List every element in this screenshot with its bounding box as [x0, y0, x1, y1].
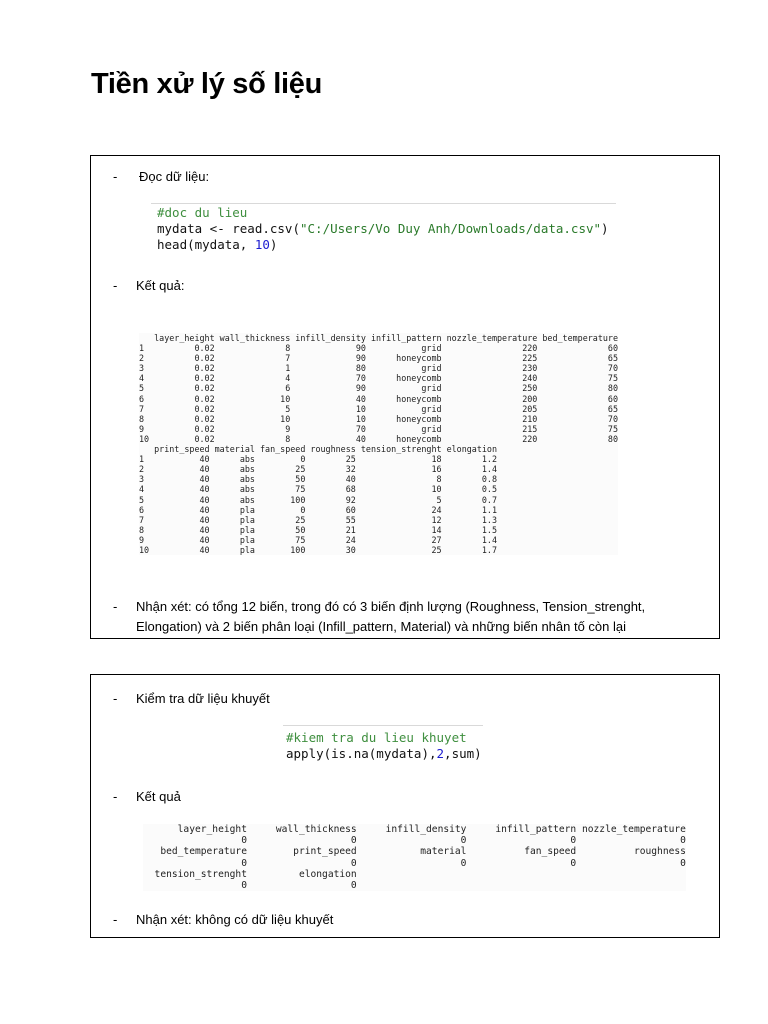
bullet-dash: - [113, 599, 118, 614]
missing-data-section [90, 674, 720, 938]
table-row: 3 40 abs 50 40 8 0.8 [139, 474, 497, 485]
output-line: tension_strenght elongation [143, 868, 357, 880]
table-row: 10 0.02 8 40 honeycomb 220 80 [139, 433, 619, 444]
code-comment: #doc du lieu [157, 205, 248, 220]
table-row: 9 40 pla 75 24 27 1.4 [139, 534, 497, 545]
code-text: apply(is.na(mydata), [286, 746, 437, 761]
check-missing-label: Kiểm tra dữ liệu khuyết [136, 691, 270, 706]
output-line: 0 0 [143, 880, 357, 892]
table-row: 5 0.02 6 90 grid 250 80 [139, 383, 619, 394]
missing-count-output [143, 824, 686, 891]
read-code-block [157, 205, 609, 253]
code-comment: #kiem tra du lieu khuyet [286, 730, 467, 745]
output-line: 0 0 0 0 0 [143, 857, 686, 869]
table-row: 4 0.02 4 70 honeycomb 240 75 [139, 373, 619, 384]
bullet-dash: - [113, 278, 118, 293]
table-row: 9 0.02 9 70 grid 215 75 [139, 423, 619, 434]
head-output-table [139, 333, 618, 555]
code-text: ,sum) [444, 746, 482, 761]
result-label: Kết quả: [136, 278, 185, 293]
table-row: 6 40 pla 0 60 24 1.1 [139, 504, 497, 515]
code-string: "C:/Users/Vo Duy Anh/Downloads/data.csv" [300, 221, 602, 236]
code-text: head(mydata, [157, 237, 255, 252]
table-row: 2 40 abs 25 32 16 1.4 [139, 464, 497, 475]
table-header: layer_height wall_thickness infill_density infill_pattern nozzle_temperature bed_temperature [139, 333, 619, 343]
code-divider [151, 203, 616, 204]
table-row: 4 40 abs 75 68 10 0.5 [139, 484, 497, 495]
code-text: ) [269, 237, 278, 252]
read-data-label: Đọc dữ liệu: [139, 169, 210, 184]
table-header: print_speed material fan_speed roughness tension_strenght elongation [139, 444, 497, 455]
note-text: Nhận xét: không có dữ liệu khuyết [136, 912, 334, 927]
output-line: bed_temperature print_speed material fan_speed roughness [143, 846, 686, 858]
table-row: 1 0.02 8 90 grid 220 60 [139, 343, 619, 354]
result-label: Kết quả [136, 789, 181, 804]
code-text: mydata <- read.csv( [157, 221, 300, 236]
table-row: 10 40 pla 100 30 25 1.7 [139, 544, 497, 555]
bullet-dash: - [113, 912, 118, 927]
page-title: Tiền xử lý số liệu [91, 68, 323, 100]
table-row: 8 0.02 10 10 honeycomb 210 70 [139, 413, 619, 424]
table-row: 8 40 pla 50 21 14 1.5 [139, 524, 497, 535]
output-line: layer_height wall_thickness infill_density infill_pattern nozzle_temperature [143, 824, 686, 835]
bullet-dash: - [113, 789, 118, 804]
table-row: 1 40 abs 0 25 18 1.2 [139, 454, 497, 465]
code-text: ) [601, 221, 609, 236]
table-row: 5 40 abs 100 92 5 0.7 [139, 494, 497, 505]
code-number: 10 [254, 237, 270, 252]
code-divider [283, 725, 483, 726]
table-row: 6 0.02 10 40 honeycomb 200 60 [139, 393, 619, 404]
table-row: 7 40 pla 25 55 12 1.3 [139, 514, 497, 525]
table-row: 2 0.02 7 90 honeycomb 225 65 [139, 353, 619, 364]
table-row: 3 0.02 1 80 grid 230 70 [139, 363, 619, 374]
note-text: Nhận xét: có tổng 12 biến, trong đó có 3 biến định lượng (Roughness, Tension_strenght, Elongation) và 2 biến phân loại (Infill_pattern, Material) và những biến nhân tố còn lại [136, 599, 646, 634]
table-row: 7 0.02 5 10 grid 205 65 [139, 403, 619, 414]
output-line: 0 0 0 0 0 [143, 835, 686, 847]
missing-code-block [286, 730, 482, 762]
bullet-dash: - [113, 691, 118, 706]
bullet-dash: - [113, 169, 118, 184]
data-reading-section [90, 155, 720, 639]
code-number: 2 [436, 746, 445, 761]
